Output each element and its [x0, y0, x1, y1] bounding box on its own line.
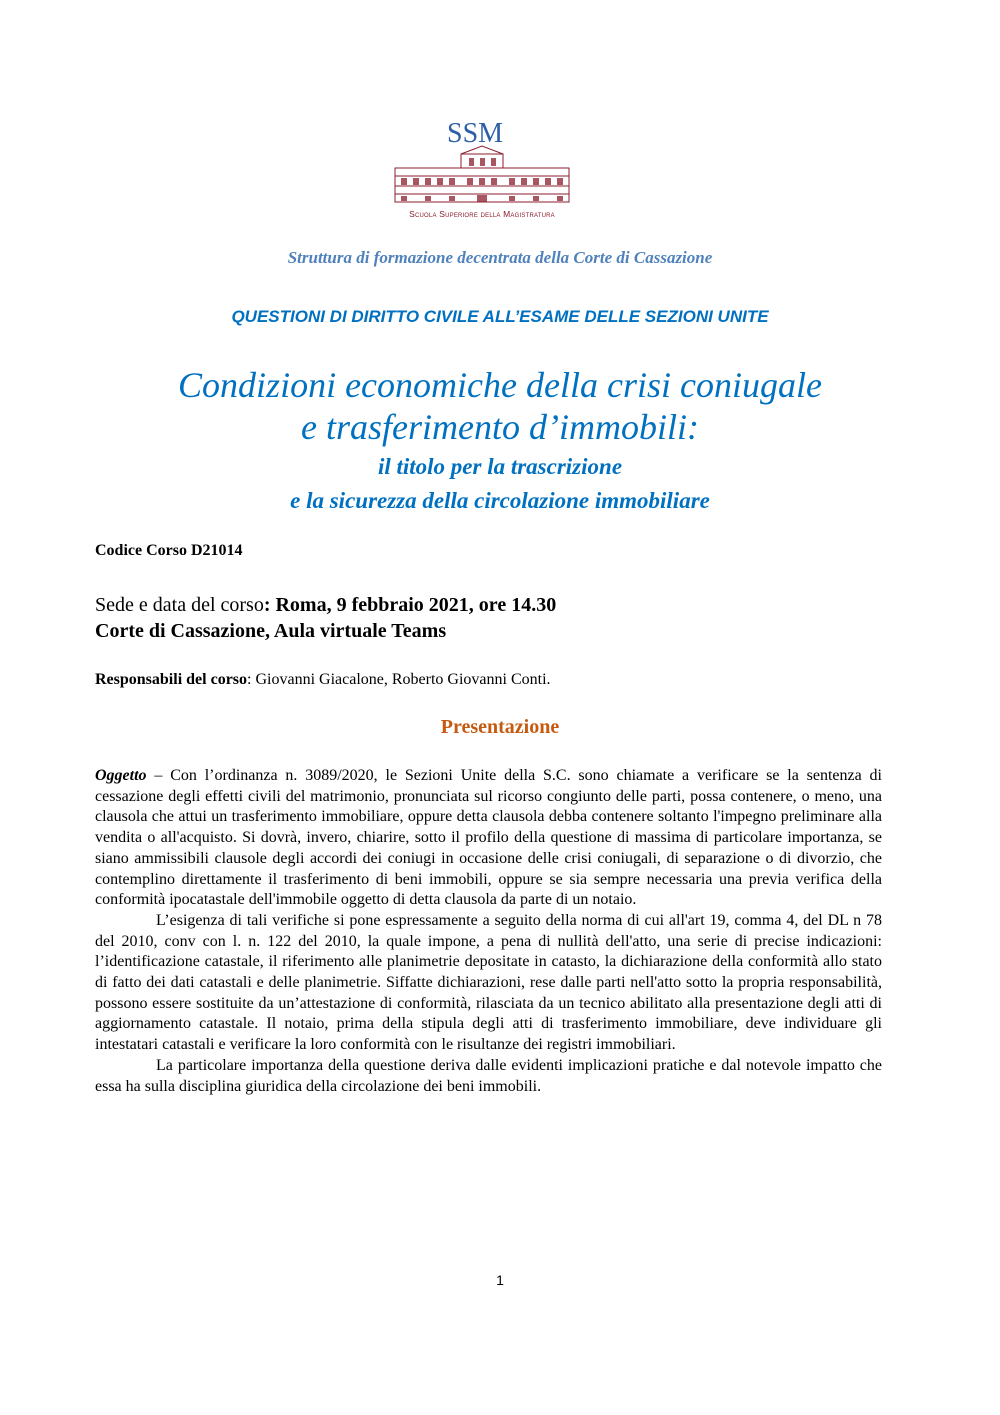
subtitle-line-1: il titolo per la trascrizione	[377, 454, 623, 479]
logo-acronym: SSM	[447, 118, 504, 149]
logo-subtitle: Scuola Superiore della Magistratura	[409, 209, 555, 219]
palace-icon	[389, 116, 575, 224]
questioni-heading: QUESTIONI DI DIRITTO CIVILE ALL’ESAME DELLE SEZIONI UNITE	[231, 307, 769, 326]
section-heading: Presentazione	[440, 716, 560, 738]
body-text	[95, 766, 882, 1097]
managers-value: : Giovanni Giacalone, Roberto Giovanni Conti.	[247, 671, 551, 688]
subtitle-line-2: e la sicurezza della circolazione immobiliare	[290, 488, 710, 513]
ssm-logo	[389, 116, 575, 224]
managers-label: Responsabili del corso	[95, 671, 248, 688]
page-number: 1	[496, 1272, 504, 1288]
title-line-1: Condizioni economiche della crisi coniugale	[178, 365, 822, 405]
venue-line-2: Corte di Cassazione, Aula virtuale Teams	[95, 620, 447, 642]
struttura-heading: Struttura di formazione decentrata della Corte di Cassazione	[287, 248, 713, 267]
paragraph-1-text: – Con l’ordinanza n. 3089/2020, le Sezioni Unite della S.C. sono chiamate a verificare se la sentenza di cessazione degli effetti civili del matrimonio, pronunciata sul ricorso congiunto delle parti, possa contenere, o meno, una clausola che attui un trasferimento immobiliare, oppure detta clausola debba contenere soltanto l'impegno preliminare alla vendita o all'acquisto. Si dovrà, invero, chiarire, sotto il profilo della questione di massima di particolare importanza, se siano ammissibili clausole degli accordi dei coniugi in occasione delle crisi coniugali, di separazione o di divorzio, che contemplino direttamente il trasferimento di beni immobili, oppure se sia sempre necessaria una previa verifica della conformità ipocatastale dell'immobile oggetto di detta clausola da parte di un notaio.	[95, 767, 882, 909]
paragraph-3: La particolare importanza della questione deriva dalle evidenti implicazioni pratiche e dal notevole impatto che essa ha sulla disciplina giuridica della circolazione dei beni immobili.	[95, 1056, 882, 1095]
course-venue	[95, 592, 556, 644]
title-line-2: e trasferimento d’immobili:	[301, 407, 699, 447]
paragraph-2: L’esigenza di tali verifiche si pone espressamente a seguito della norma di cui all'art 19, comma 4, del DL n 78 del 2010, conv con l. n. 122 del 2010, la quale impone, a pena di nullità dell'atto, una serie di precise indicazioni: l’identificazione catastale, il riferimento alle planimetrie depositate in catasto, la dichiarazione della conformità allo stato di fatto dei dati catastali e delle planimetrie. Siffatte dichiarazioni, rese dalle parti nell'atto sotto la propria responsabilità, possono essere sostituite da un’attestazione di conformità, rilasciata da un tecnico abilitato alla presentazione degli atti di aggiornamento catastale. Il notaio, prima della stipula degli atti di trasferimento immobiliare, deve individuare gli intestatari catastali e verificare la loro conformità con le risultanze dei registri immobiliari.	[95, 911, 882, 1054]
venue-label: Sede e data del corso	[95, 594, 264, 616]
oggetto-label: Oggetto	[95, 767, 147, 784]
paragraph-1	[95, 766, 882, 911]
course-code: Codice Corso D21014	[95, 542, 243, 559]
course-managers	[95, 671, 551, 689]
venue-value: : Roma, 9 febbraio 2021, ore 14.30	[263, 594, 557, 616]
